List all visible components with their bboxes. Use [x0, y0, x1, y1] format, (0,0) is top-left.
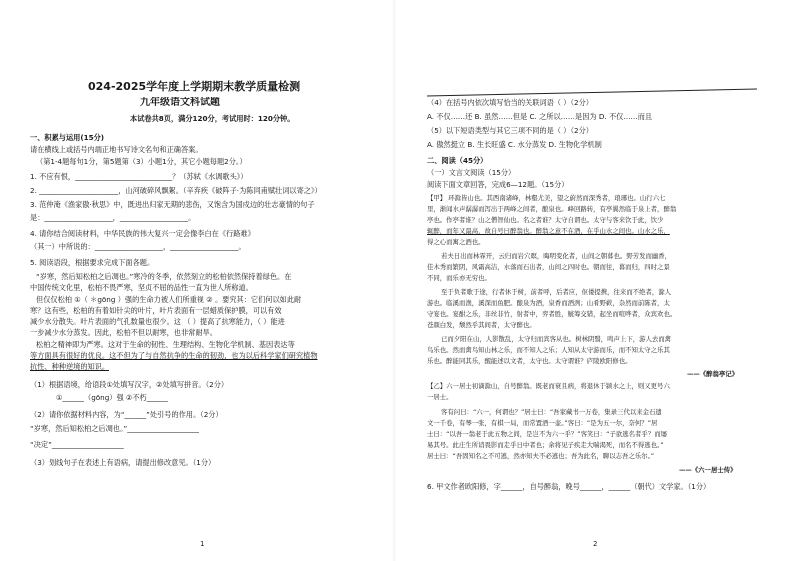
instruction: 请在横线上或括号内端正地书写诗文名句和正确答案。 [30, 145, 203, 154]
text-jia-source: ——《醉翁亭记》 [687, 370, 739, 378]
question-5-options: A. 傲然挺立 B. 生长旺盛 C. 水分蒸发 D. 生物化学机制 [427, 140, 602, 149]
question-4-answer: （其一）中所说的：___________________，___________________。 [30, 242, 246, 251]
exam-note: 本试卷共8页，满分120分，考试用时：120分钟。 [130, 114, 295, 123]
page-number: 1 [200, 540, 205, 548]
text-jia-line: 守宴也。宴酣之乐，非丝非竹，射者中，弈者胜，觥筹交错，起坐而喧哗者，众宾欢也。 [427, 310, 677, 318]
text-yi-line: 【乙】六一居士初谪滁山，自号醉翁。既老而衰且病，将退休于颍水之上，则又更号六 [427, 382, 670, 390]
text-jia-line: 不同，而乐亦无穷也。 [427, 274, 491, 282]
passage-line: 中国传统文化里，松柏不畏严寒，坚贞不屈的品性一直为世人所称道。 [30, 283, 253, 292]
text-jia-line: 【甲】 环滁皆山也。其西南诸峰，林壑尤美，望之蔚然而深秀者，琅琊也。山行六七 [427, 194, 666, 202]
question-4: 4. 请你结合阅读材料，中华民族的伟大复兴一定会像李白在《行路难》 [30, 229, 255, 238]
passage-line-underlined: 等方面具有很好的优良。这不但为了与自然抗争的生命的韧劲，也为以后科学家们研究植物 [30, 351, 318, 360]
question-4-options: A. 不仅……还 B. 虽然……但是 C. 之所以……是因为 D. 不仅……而且 [427, 112, 653, 121]
question-3: 3. 范仲淹《渔家傲·秋思》中，既进出归家无期的悲伤，又饱含为国戍边的壮志豪情的句子 [30, 200, 315, 209]
text-jia-line: 苍颜白发，颓然乎其间者，太守醉也。 [427, 321, 536, 329]
passage-line: “岁寒，然后知松柏之后凋也。”寒冷的冬季，依然刻立的松柏依然保持着绿色。在 [36, 272, 292, 281]
instruction: （第1-4题每句1分，第5题第（3）小题1分，其它小题每题2分。） [36, 157, 247, 166]
question-2: 2. ______________________，山河破碎风飘絮。（辛弃疾《破阵子·为陈同甫赋壮词以寄之》） [30, 186, 322, 195]
text-yi-source: ——《六一居士传》 [679, 466, 737, 474]
passage-line: 松柏之精神即为严寒。这对于生命的韧性、生理结构、生物化学机制、基因表达等 [36, 340, 295, 349]
text-jia-line: 辄醉，而年又最高，故自号曰醉翁也。醉翁之意不在酒，在乎山水之间也。山水之乐， [427, 227, 670, 235]
text-jia-line: 亭也。作亭者谁？山之僧智仙也。名之者谁？太守自谓也。太守与客来饮于此，饮少 [427, 216, 664, 224]
text-jia-line: 得之心而寓之酒也。 [427, 238, 485, 246]
question-5: 5. 阅读语段，根据要求完成下面各题。 [30, 258, 155, 267]
text-yi-line: 易其号。此庄生所诮畏影而走乎日中者也；余将见子疾走大喘渴死，而名不得逃也。” [427, 441, 664, 449]
question-6: 6. 甲文作者欧阳修，字______，自号醉翁，晚号______，______（朝代）文学家。（1分） [427, 482, 711, 491]
passage-line: 一步减少水分蒸发。因此，松柏不但以耐寒，也非常耐旱。 [30, 328, 217, 337]
question-4-p2: （4）在括号内依次填写恰当的关联词语（ ）（2分） [427, 98, 593, 107]
text-yi-line: 客有问曰：“六一，何谓也？”居士曰：“吾家藏书一万卷，集录三代以来金石遗 [441, 408, 662, 416]
exam-subject: 九年级语文科试题 [140, 97, 220, 108]
scan-line [427, 89, 757, 97]
subquestion-3: （3）划线句子在表述上有语病，请提出修改意见。（1分） [30, 458, 216, 467]
passage-line-underlined: 抗性、种种逆境的知识。 [30, 362, 110, 371]
text-jia-line: 游也。临溪而渔，溪深而鱼肥。酿泉为酒，泉香而酒洌；山肴野蔌，杂然而前陈者，太 [427, 299, 670, 307]
text-jia-line: 若夫日出而林霏开，云归而岩穴暝，晦明变化者，山间之朝暮也。野芳发而幽香， [441, 252, 672, 260]
instruction: 阅读下面文章回答，完成6—12题。（15分） [427, 180, 569, 189]
section-heading: 二、阅读（45分） [427, 156, 488, 165]
question-3-answer: 是：___________________，___________________。 [30, 213, 196, 222]
section-heading: 一、积累与运用(15分) [30, 133, 105, 142]
text-yi-line: 士曰：“以吾一翁老于此五物之间，是岂不为六一乎？”客笑曰：“子欲逃名者乎？而屡 [427, 430, 667, 438]
subquestion-1: （1）根据语境，给语段①处填写汉字，②处填写拼音。（2分） [30, 380, 229, 389]
text-jia-line: 佳木秀而繁阴，风霜高洁，水落而石出者，山间之四时也。朝而往，暮而归，四时之景 [427, 263, 670, 271]
page-number: 2 [593, 540, 598, 548]
exam-title: 024-2025学年度上学期期末教学质量检测 [88, 80, 301, 93]
subquestion-2-item: “决定”____________________ [30, 440, 124, 449]
passage-line: 但仅仅松柏 ①（ ＊ɡōnɡ ）强的生命力被人们所重视 ② 。要究其：它们何以如此耐 [36, 295, 302, 304]
text-jia-line: 至于负者歌于途，行者休于树，前者呼，后者应，伛偻提携，往来而不绝者，滁人 [441, 288, 672, 296]
text-jia-line: 已而夕阳在山，人影散乱，太守归而宾客从也。树林阴翳，鸣声上下，游人去而禽 [441, 335, 672, 343]
text-jia-line: 里，渐闻水声潺潺而泻出于两峰之间者，酿泉也。峰回路转，有亭翼然临于泉上者，醉翁 [427, 205, 677, 213]
text-yi-line: 一居士。 [427, 393, 453, 401]
subsection-heading: （一）文言文阅读（15分） [427, 168, 516, 177]
subquestion-2-item: “岁寒，然后知松柏之后凋也。”____________________ [30, 424, 200, 433]
subquestion-1-blanks: ①______（ɡōnɡ）强 ②不朽______ [56, 393, 169, 402]
text-yi-line: 文一千卷，有琴一张，有棋一局，而常置酒一壶。”客曰：“是为五一尔，奈何？”居 [427, 419, 658, 427]
passage-line: 寒？这有些，松柏的有着如针尖的叶片，叶片表面有一层蜡质保护膜，可以有效 [30, 306, 282, 315]
passage-line: 减少水分散失。叶片表面的气孔数量也很少。这 （ ）提高了抗寒能力，（ ）能进 [30, 317, 285, 326]
question-5-p2: （5）以下短语类型与其它三项不同的是（ ）（2分） [427, 126, 593, 135]
subquestion-2: （2）请你依据材料内容，为“______”处引号的作用。（2分） [30, 410, 223, 419]
text-yi-line: 居士曰：“吾固知名之不可逃，然亦知夫不必逃也；吾为此名，聊以志吾之乐尔。” [427, 452, 655, 460]
text-jia-line: 乐也。醉能同其乐，醒能述以文者，太守也。太守谓谁？庐陵欧阳修也。 [427, 357, 632, 365]
text-jia-line: 鸟乐也。然而禽鸟知山林之乐，而不知人之乐；人知从太守游而乐，而不知太守之乐其 [427, 346, 670, 354]
question-1: 1. 不应有恨，___________________________？（苏轼《水调歌头》） [30, 172, 248, 181]
exam-page-2 [397, 0, 794, 561]
